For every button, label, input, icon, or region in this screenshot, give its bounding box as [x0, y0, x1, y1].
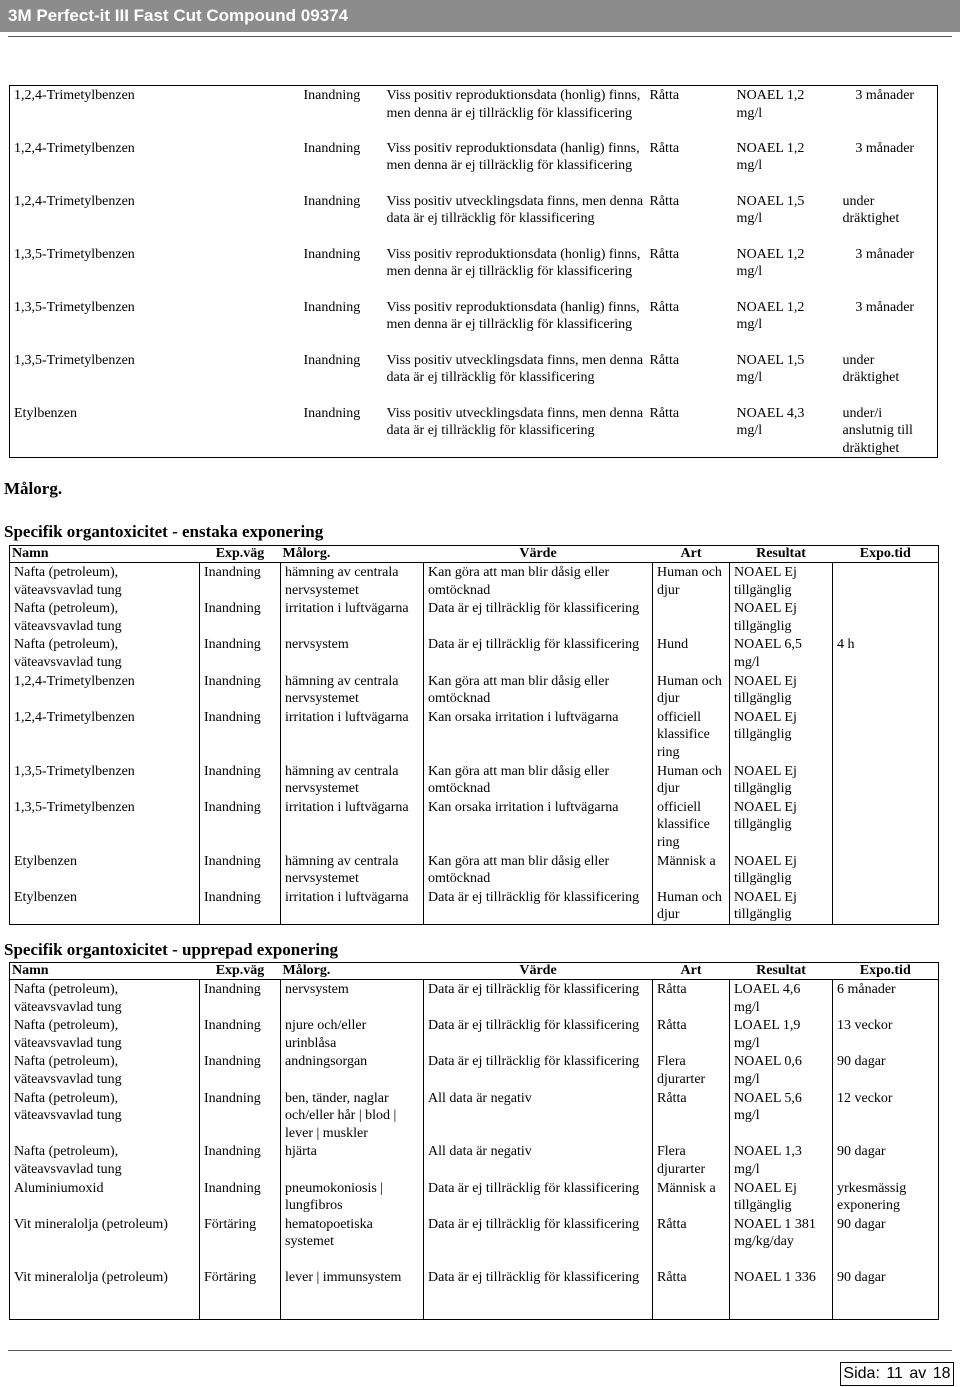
species: Råtta — [649, 405, 680, 421]
test-result: LOAEL 4,6 mg/l — [730, 980, 833, 1017]
test-result: NOAEL 1,3 mg/l — [730, 1142, 833, 1178]
classification-value: Data är ej tillräcklig för klassificering — [424, 980, 653, 1017]
exposure-duration: 4 h — [833, 635, 939, 671]
exposure-duration: under dräktighet — [842, 352, 900, 386]
exposure-duration — [833, 599, 939, 635]
species: Människ a — [653, 852, 730, 888]
classification-value: Data är ej tillräcklig för klassificering — [424, 599, 653, 635]
exposure-duration: 6 månader — [833, 980, 939, 1017]
table-row — [10, 563, 939, 600]
exposure-route: Inandning — [303, 299, 361, 315]
test-result: NOAEL 5,6 mg/l — [730, 1089, 833, 1143]
exposure-duration — [833, 888, 939, 925]
page-total: 18 — [932, 1365, 951, 1382]
species: Råtta — [653, 1268, 730, 1320]
exposure-route: Inandning — [200, 599, 281, 635]
target-organ: lever | immunsystem — [281, 1268, 424, 1320]
exposure-duration: 3 månader — [855, 88, 915, 103]
table-row — [10, 980, 939, 1017]
test-result: NOAEL Ej tillgänglig — [730, 762, 833, 798]
single-exposure-table — [9, 545, 939, 925]
exposure-duration: 3 månader — [855, 140, 915, 156]
test-result: NOAEL Ej tillgänglig — [730, 672, 833, 708]
species: Human och djur — [653, 888, 730, 925]
classification-value: Data är ej tillräcklig för klassificering — [424, 1215, 653, 1268]
exposure-duration: 90 dagar — [833, 1142, 939, 1178]
exposure-route: Inandning — [303, 193, 361, 209]
table-row — [10, 298, 938, 351]
substance-name: 1,2,4-Trimetylbenzen — [14, 88, 135, 103]
page-number: 11 — [886, 1365, 903, 1382]
substance-name: 1,2,4-Trimetylbenzen — [14, 140, 135, 156]
exposure-route: Förtäring — [200, 1268, 281, 1320]
exposure-duration — [833, 563, 939, 600]
species: officiell klassifice ring — [653, 708, 730, 762]
table-row — [10, 599, 939, 635]
test-result: NOAEL Ej tillgänglig — [730, 852, 833, 888]
target-organ: ben, tänder, naglar och/eller hår | blod | lever | muskler — [281, 1089, 424, 1143]
classification-value: Data är ej tillräcklig för klassificering — [424, 888, 653, 925]
repeated-exposure-table — [9, 962, 939, 1320]
column-header-name: Namn — [10, 963, 200, 980]
table-row — [10, 1016, 939, 1052]
exposure-route: Inandning — [200, 672, 281, 708]
species: Människ a — [653, 1179, 730, 1215]
test-result: NOAEL 1,2 mg/l — [736, 299, 805, 333]
column-header-name: Namn — [10, 546, 200, 563]
species: Råtta — [653, 1016, 730, 1052]
substance-name: Nafta (petroleum), väteavsvavlad tung — [14, 1090, 122, 1124]
column-header-organ: Målorg. — [281, 963, 424, 980]
classification-value: All data är negativ — [424, 1089, 653, 1143]
target-organ: irritation i luftvägarna — [281, 888, 424, 925]
exposure-route: Inandning — [200, 1016, 281, 1052]
document-header-bar — [0, 0, 960, 32]
test-result: NOAEL 1,2 mg/l — [736, 246, 805, 280]
test-result: NOAEL 1,2 mg/l — [736, 88, 805, 121]
target-organ: nervsystem — [281, 980, 424, 1017]
footer-divider — [8, 1350, 952, 1351]
document-title: 3M Perfect-it III Fast Cut Compound 09374 — [8, 6, 349, 25]
column-header-result: Resultat — [730, 963, 833, 980]
species: Råtta — [653, 1215, 730, 1268]
substance-name: Nafta (petroleum), väteavsvavlad tung — [14, 1144, 122, 1177]
table-row — [10, 1089, 939, 1143]
species: Human och djur — [653, 563, 730, 600]
exposure-route: Inandning — [303, 352, 361, 368]
target-organ: irritation i luftvägarna — [281, 708, 424, 762]
table-row — [10, 672, 939, 708]
exposure-route: Inandning — [200, 762, 281, 798]
column-header-route: Exp.väg — [200, 963, 281, 980]
exposure-duration: 90 dagar — [833, 1268, 939, 1320]
exposure-duration — [833, 708, 939, 762]
substance-name: 1,3,5-Trimetylbenzen — [14, 799, 135, 815]
target-organ: andningsorgan — [281, 1052, 424, 1088]
substance-name: 1,3,5-Trimetylbenzen — [14, 246, 135, 262]
substance-name: 1,2,4-Trimetylbenzen — [14, 709, 135, 725]
target-organ: hämning av centrala nervsystemet — [281, 672, 424, 708]
table-row — [10, 852, 939, 888]
finding-text: Viss positiv reproduktionsdata (honlig) finns, men denna är ej tillräcklig för klassificering — [386, 246, 641, 280]
exposure-route: Förtäring — [200, 1215, 281, 1268]
table-row — [10, 351, 938, 404]
species: Råtta — [649, 140, 680, 156]
substance-name: Nafta (petroleum), väteavsvavlad tung — [14, 637, 122, 670]
exposure-route: Inandning — [303, 140, 361, 156]
exposure-duration — [833, 762, 939, 798]
test-result: NOAEL 6,5 mg/l — [730, 635, 833, 671]
exposure-route: Inandning — [200, 1179, 281, 1215]
species: Råtta — [653, 980, 730, 1017]
classification-value: Data är ej tillräcklig för klassificering — [424, 1016, 653, 1052]
exposure-route: Inandning — [303, 88, 361, 103]
table-row — [10, 192, 938, 245]
classification-value: Kan orsaka irritation i luftvägarna — [424, 708, 653, 762]
test-result: LOAEL 1,9 mg/l — [730, 1016, 833, 1052]
exposure-route: Inandning — [200, 798, 281, 852]
exposure-duration: 3 månader — [855, 246, 915, 262]
column-header-organ: Målorg. — [281, 546, 424, 563]
target-organ: hämning av centrala nervsystemet — [281, 762, 424, 798]
table-row — [10, 888, 939, 925]
species: Råtta — [649, 246, 680, 262]
exposure-route: Inandning — [200, 1052, 281, 1088]
exposure-duration: 13 veckor — [833, 1016, 939, 1052]
finding-text: Viss positiv utvecklingsdata finns, men denna data är ej tillräcklig för klassificering — [386, 352, 644, 386]
page-of-label: av — [909, 1365, 927, 1382]
page-indicator — [840, 1362, 954, 1386]
target-organ: irritation i luftvägarna — [281, 798, 424, 852]
substance-name: Etylbenzen — [14, 889, 77, 905]
species: Råtta — [649, 88, 680, 103]
species: Flera djurarter — [653, 1052, 730, 1088]
classification-value: Kan göra att man blir dåsig eller omtöcknad — [424, 672, 653, 708]
substance-name: Nafta (petroleum), väteavsvavlad tung — [14, 601, 122, 634]
target-organ: hematopoetiska systemet — [281, 1215, 424, 1268]
exposure-route: Inandning — [200, 888, 281, 925]
target-organ: hämning av centrala nervsystemet — [281, 563, 424, 600]
exposure-duration: yrkesmässig exponering — [833, 1179, 939, 1215]
classification-value: Data är ej tillräcklig för klassificering — [424, 635, 653, 671]
test-result: NOAEL Ej tillgänglig — [730, 798, 833, 852]
table-row — [10, 245, 938, 298]
test-result: NOAEL 4,3 mg/l — [736, 405, 805, 439]
substance-name: Nafta (petroleum), väteavsvavlad tung — [14, 982, 122, 1015]
classification-value: Data är ej tillräcklig för klassificering — [424, 1052, 653, 1088]
test-result: NOAEL 0,6 mg/l — [730, 1052, 833, 1088]
exposure-route: Inandning — [200, 1142, 281, 1178]
table-row — [10, 1052, 939, 1088]
exposure-route: Inandning — [200, 852, 281, 888]
exposure-duration — [833, 672, 939, 708]
exposure-route: Inandning — [200, 563, 281, 600]
test-result: NOAEL Ej tillgänglig — [730, 599, 833, 635]
repeated-exposure-heading: Specifik organtoxicitet - upprepad exponering — [4, 940, 339, 959]
test-result: NOAEL 1,5 mg/l — [736, 193, 805, 227]
reproductive-toxicity-table — [9, 85, 938, 458]
species: officiell klassifice ring — [653, 798, 730, 852]
classification-value: Kan orsaka irritation i luftvägarna — [424, 798, 653, 852]
classification-value: All data är negativ — [424, 1142, 653, 1178]
species: Råtta — [649, 352, 680, 368]
table-row — [10, 708, 939, 762]
target-organ: hämning av centrala nervsystemet — [281, 852, 424, 888]
exposure-duration — [833, 852, 939, 888]
target-organ: nervsystem — [281, 635, 424, 671]
target-organ: pneumokoniosis | lungfibros — [281, 1179, 424, 1215]
classification-value: Kan göra att man blir dåsig eller omtöcknad — [424, 563, 653, 600]
table-header-row — [10, 546, 939, 563]
column-header-result: Resultat — [730, 546, 833, 563]
column-header-exposure: Expo.tid — [833, 963, 939, 980]
exposure-duration: under/i anslutnig till dräktighet — [842, 405, 913, 456]
species: Råtta — [649, 193, 680, 209]
target-organ: irritation i luftvägarna — [281, 599, 424, 635]
species — [653, 599, 730, 635]
target-organ-heading: Målorg. — [4, 479, 63, 498]
classification-value: Data är ej tillräcklig för klassificering — [424, 1179, 653, 1215]
substance-name: Nafta (petroleum), väteavsvavlad tung — [14, 565, 122, 598]
substance-name: Etylbenzen — [14, 853, 77, 869]
finding-text: Viss positiv reproduktionsdata (hanlig) finns, men denna är ej tillräcklig för klassificering — [386, 299, 640, 333]
test-result: NOAEL Ej tillgänglig — [730, 708, 833, 762]
substance-name: Nafta (petroleum), väteavsvavlad tung — [14, 1054, 122, 1087]
table-row — [10, 635, 939, 671]
column-header-route: Exp.väg — [200, 546, 281, 563]
exposure-route: Inandning — [303, 246, 361, 262]
test-result: NOAEL 1 381 mg/kg/day — [730, 1215, 833, 1268]
test-result: NOAEL Ej tillgänglig — [730, 888, 833, 925]
table-row — [10, 86, 938, 139]
exposure-route: Inandning — [200, 708, 281, 762]
test-result: NOAEL 1,5 mg/l — [736, 352, 805, 386]
test-result: NOAEL 1,2 mg/l — [736, 140, 805, 174]
exposure-route: Inandning — [303, 405, 361, 421]
header-divider — [8, 36, 952, 37]
test-result: NOAEL 1 336 — [730, 1268, 833, 1320]
table-row — [10, 1179, 939, 1215]
test-result: NOAEL Ej tillgänglig — [730, 563, 833, 600]
finding-text: Viss positiv utvecklingsdata finns, men denna data är ej tillräcklig för klassificering — [386, 193, 644, 227]
finding-text: Viss positiv reproduktionsdata (honlig) finns, men denna är ej tillräcklig för klassificering — [386, 88, 641, 121]
species: Human och djur — [653, 762, 730, 798]
classification-value: Kan göra att man blir dåsig eller omtöcknad — [424, 762, 653, 798]
exposure-duration: 3 månader — [855, 299, 915, 315]
column-header-value: Värde — [424, 546, 653, 563]
exposure-duration: 90 dagar — [833, 1052, 939, 1088]
substance-name: 1,3,5-Trimetylbenzen — [14, 352, 135, 368]
classification-value: Data är ej tillräcklig för klassificering — [424, 1268, 653, 1320]
test-result: NOAEL Ej tillgänglig — [730, 1179, 833, 1215]
exposure-route: Inandning — [200, 635, 281, 671]
exposure-duration: under dräktighet — [842, 193, 900, 227]
table-header-row — [10, 963, 939, 980]
column-header-exposure: Expo.tid — [833, 546, 939, 563]
species: Flera djurarter — [653, 1142, 730, 1178]
exposure-route: Inandning — [200, 980, 281, 1017]
species: Råtta — [649, 299, 680, 315]
table-row — [10, 139, 938, 192]
table-row — [10, 1215, 939, 1268]
substance-name: 1,3,5-Trimetylbenzen — [14, 299, 135, 315]
substance-name: Nafta (petroleum), väteavsvavlad tung — [14, 1018, 122, 1051]
exposure-route: Inandning — [200, 1089, 281, 1143]
single-exposure-heading: Specifik organtoxicitet - enstaka exponering — [4, 522, 324, 541]
classification-value: Kan göra att man blir dåsig eller omtöcknad — [424, 852, 653, 888]
substance-name: Vit mineralolja (petroleum) — [14, 1269, 168, 1285]
species: Råtta — [653, 1089, 730, 1143]
table-row — [10, 798, 939, 852]
substance-name: Vit mineralolja (petroleum) — [14, 1216, 168, 1232]
page-label: Sida: — [843, 1365, 880, 1382]
column-header-species: Art — [653, 963, 730, 980]
table-row — [10, 404, 938, 458]
substance-name: 1,3,5-Trimetylbenzen — [14, 763, 135, 779]
exposure-duration — [833, 798, 939, 852]
exposure-duration: 12 veckor — [833, 1089, 939, 1143]
substance-name: Etylbenzen — [14, 405, 77, 421]
finding-text: Viss positiv reproduktionsdata (hanlig) finns, men denna är ej tillräcklig för klassificering — [386, 140, 640, 174]
table-row — [10, 762, 939, 798]
substance-name: 1,2,4-Trimetylbenzen — [14, 193, 135, 209]
target-organ: njure och/eller urinblåsa — [281, 1016, 424, 1052]
exposure-duration: 90 dagar — [833, 1215, 939, 1268]
target-organ: hjärta — [281, 1142, 424, 1178]
species: Human och djur — [653, 672, 730, 708]
substance-name: Aluminiumoxid — [14, 1180, 104, 1196]
substance-name: 1,2,4-Trimetylbenzen — [14, 673, 135, 689]
column-header-value: Värde — [424, 963, 653, 980]
species: Hund — [653, 635, 730, 671]
table-row — [10, 1142, 939, 1178]
column-header-species: Art — [653, 546, 730, 563]
table-row — [10, 1268, 939, 1320]
finding-text: Viss positiv utvecklingsdata finns, men denna data är ej tillräcklig för klassificering — [386, 405, 644, 439]
